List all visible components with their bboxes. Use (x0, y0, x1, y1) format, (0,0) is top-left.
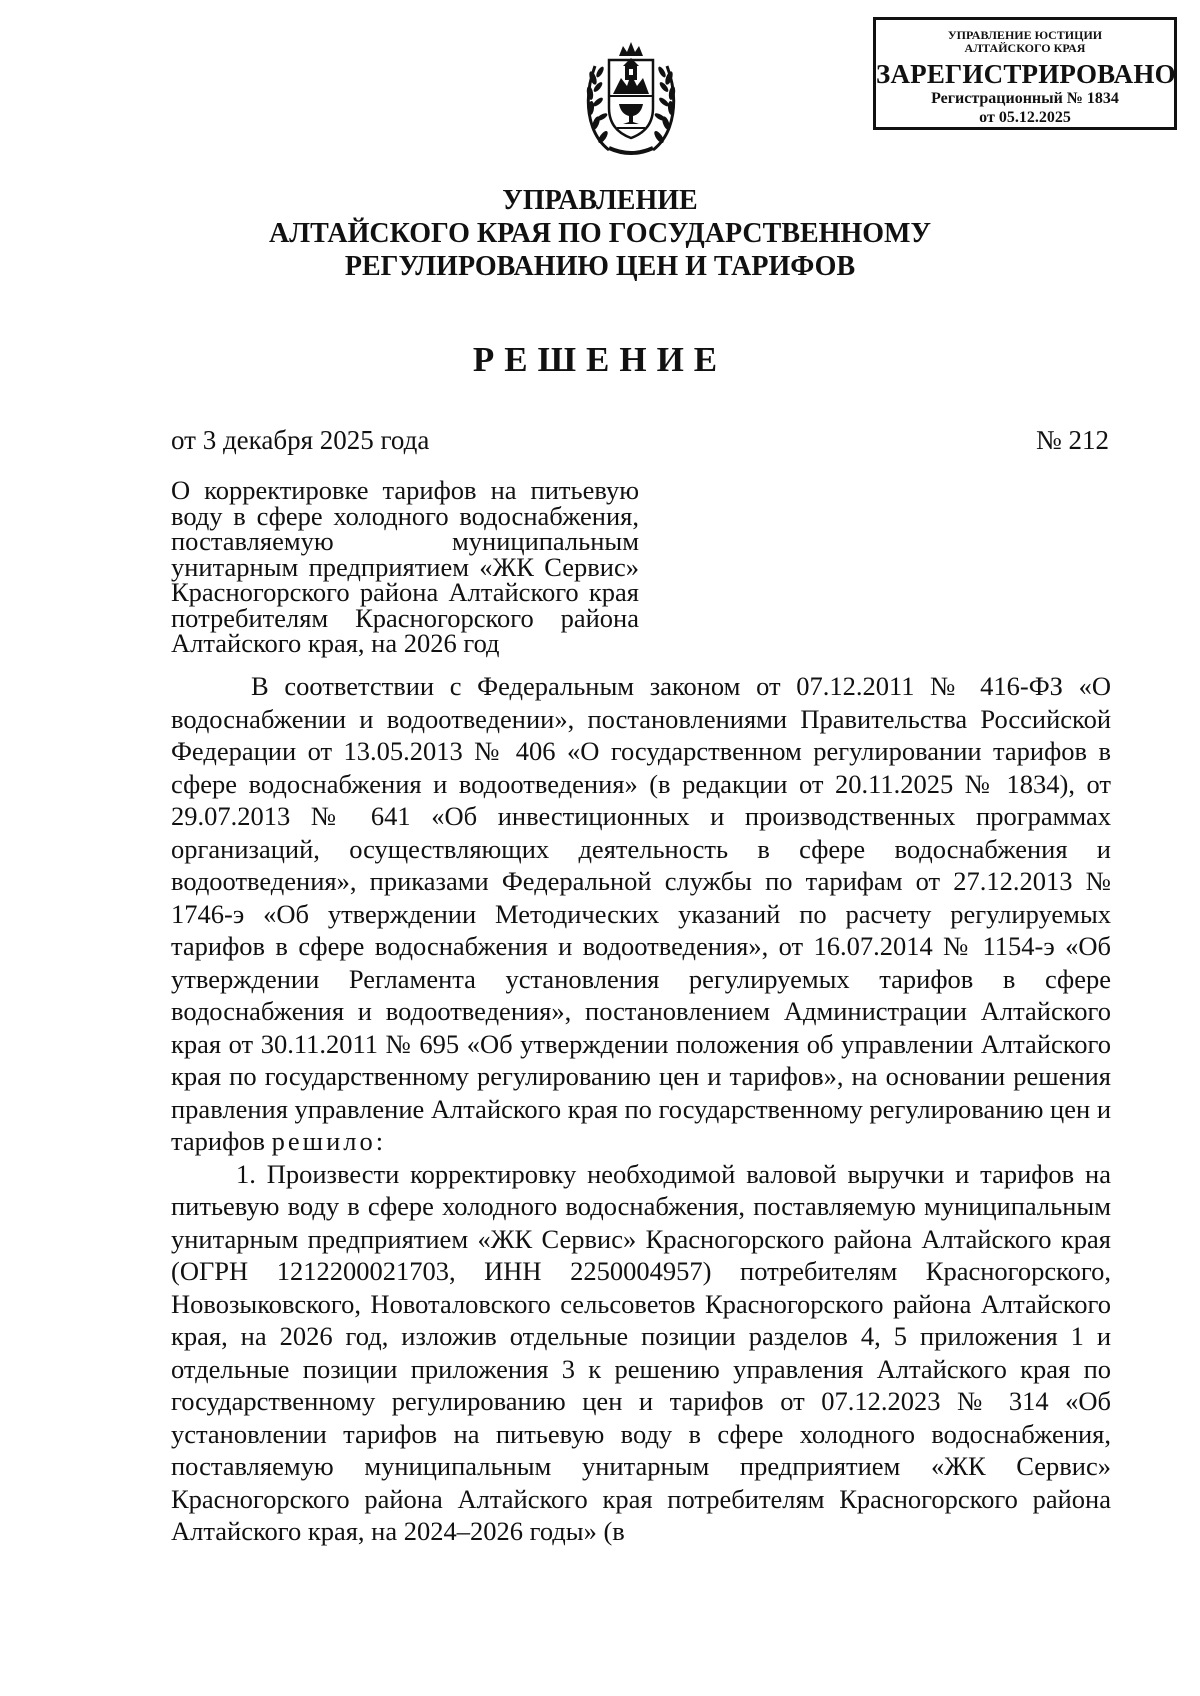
stamp-reg-date: от 05.12.2025 (979, 109, 1071, 126)
stamp-authority-line2: АЛТАЙСКОГО КРАЯ (964, 41, 1086, 55)
document-date: от 3 декабря 2025 года (171, 425, 430, 455)
org-line1: УПРАВЛЕНИЕ (502, 185, 698, 216)
altai-krai-coat-of-arms-icon (579, 38, 683, 158)
org-line2: АЛТАЙСКОГО КРАЯ ПО ГОСУДАРСТВЕННОМУ (269, 218, 931, 249)
organization-name (0, 184, 1200, 283)
clause-1-paragraph: 1. Произвести корректировку необходимой валовой выручки и тарифов на питьевую воду в сфере холодного водоснабжения, поставляемую муниципальным унитарным предприятием «ЖК Сервис» Красногорского района Алтайского края (ОГРН 1212200021703, ИНН 2250004957) потребителям Красногорского, Новозыковского, Новоталовского сельсоветов Красногорского района Алтайского края, на 2026 год, изложив отдельные позиции разделов 4, 5 приложения 1 и отдельные позиции приложения 3 к решению управления Алтайского края по государственному регулированию цен и тарифов от 07.12.2023 № 314 «Об установлении тарифов на питьевую воду в сфере холодного водоснабжения, поставляемую муниципальным унитарным предприятием «ЖК Сервис» Красногорского района Алтайского края потребителям Красногорского района Алтайского края, на 2024–2026 годы» (в (171, 1158, 1111, 1546)
stamp-authority-line1: УПРАВЛЕНИЕ ЮСТИЦИИ (947, 28, 1103, 42)
preamble-paragraph (171, 670, 1111, 1158)
registration-stamp (873, 17, 1177, 130)
document-type: РЕШЕНИЕ (472, 340, 728, 379)
preamble-text: В соответствии с Федеральным законом от 07.12.2011 № 416-ФЗ «О водоснабжении и водоотведении», постановлениями Правительства Российской Федерации от 13.05.2013 № 406 «О государственном регулировании тарифов в сфере водоснабжения и водоотведения» (в редакции от 20.11.2025 № 1834), от 29.07.2013 № 641 «Об инвестиционных и производственных программах организаций, осуществляющих деятельность в сфере водоснабжения и водоотведения», приказами Федеральной службы по тарифам от 27.12.2013 № 1746-э «Об утверждении Методических указаний по расчету регулируемых тарифов в сфере водоснабжения и водоотведения», от 16.07.2014 № 1154-э «Об утверждении Регламента установления регулируемых тарифов в сфере водоснабжения и водоотведения», постановлением Администрации Алтайского края от 30.11.2011 № 695 «Об утверждении положения об управлении Алтайского края по государственному регулированию цен и тарифов», на основании решения правления управление Алтайского края по государственному регулированию цен и тарифов (171, 671, 1111, 1156)
stamp-reg-number: Регистрационный № 1834 (931, 90, 1119, 107)
document-number: № 212 (1035, 425, 1109, 455)
stamp-status: ЗАРЕГИСТРИРОВАНО (876, 59, 1176, 89)
decided-word: решило: (271, 1126, 387, 1156)
org-line3: РЕГУЛИРОВАНИЮ ЦЕН И ТАРИФОВ (344, 251, 856, 282)
document-body (171, 670, 1111, 1548)
document-subject: О корректировке тарифов на питьевую воду в сфере холодного водоснабжения, поставляемую муниципальным унитарным предприятием «ЖК Сервис» Красногорского района Алтайского края потребителям Красногорского района Алтайского края, на 2026 год (171, 475, 639, 658)
